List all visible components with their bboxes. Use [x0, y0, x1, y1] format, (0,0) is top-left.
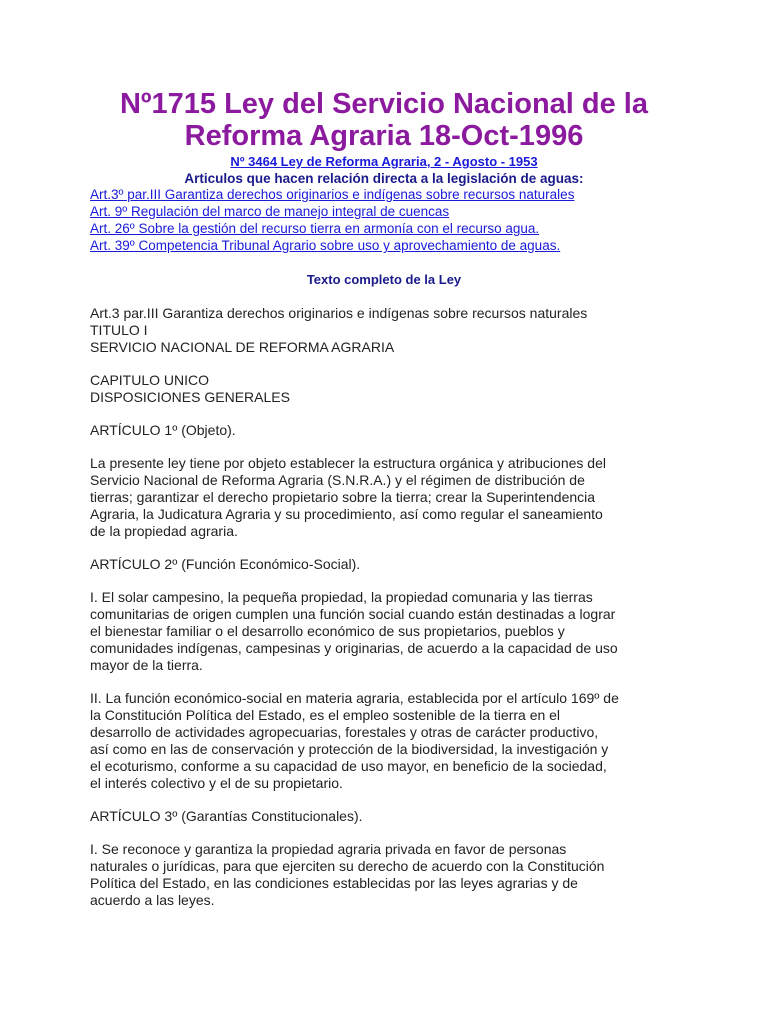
article-3-p1-line: Política del Estado, en las condiciones establecidas por las leyes agrarias y de	[90, 875, 578, 891]
article-3-p1-line: naturales o jurídicas, para que ejerciten su derecho de acuerdo con la Constitución	[90, 858, 605, 874]
article-1-line: Agraria, la Judicatura Agraria y su procedimiento, así como regular el saneamiento	[90, 506, 603, 522]
article-2-p1-line: el bienestar familiar o el desarrollo económico de sus propietarios, pueblos y	[90, 623, 565, 639]
article-2-p1-line: comunidades indígenas, campesinas y originarias, de acuerdo a la capacidad de uso	[90, 640, 618, 656]
article-1-line: tierras; garantizar el derecho propietario sobre la tierra; crear la Superintendencia	[90, 489, 596, 505]
article-link-9[interactable]: Art. 9º Regulación del marco de manejo integral de cuencas	[90, 204, 450, 219]
article-1-heading: ARTÍCULO 1º (Objeto).	[90, 422, 236, 438]
intro-text: Art.3 par.III Garantiza derechos originarios e indígenas sobre recursos naturales	[90, 305, 588, 321]
article-2-p1-line: I. El solar campesino, la pequeña propiedad, la propiedad comunaria y las tierras	[90, 589, 593, 605]
article-2-p2-line: el ecoturismo, conforme a su capacidad de uso mayor, en beneficio de la sociedad,	[90, 758, 607, 774]
article-2-p2-line: el interés colectivo y el de su propietario.	[90, 775, 343, 791]
related-law-link[interactable]: Nº 3464 Ley de Reforma Agraria, 2 - Agosto - 1953	[230, 154, 538, 169]
article-link-39[interactable]: Art. 39º Competencia Tribunal Agrario sobre uso y aprovechamiento de aguas.	[90, 238, 561, 253]
article-3-p1-line: I. Se reconoce y garantiza la propiedad agraria privada en favor de personas	[90, 841, 567, 857]
capitulo-name: DISPOSICIONES GENERALES	[90, 389, 290, 405]
article-2-p1-line: comunitarias de origen cumplen una función social cuando están destinadas a lograr	[90, 606, 616, 622]
titulo-label: TITULO I	[90, 322, 148, 338]
article-2-p2-line: II. La función económico-social en materia agraria, establecida por el artículo 169º de	[90, 690, 619, 706]
article-3-p1-line: acuerdo a las leyes.	[90, 892, 215, 908]
article-2-p2-line: la Constitución Política del Estado, es el empleo sostenible de la tierra en el	[90, 707, 561, 723]
full-text-heading: Texto completo de la Ley	[306, 272, 462, 287]
article-1-line: Servicio Nacional de Reforma Agraria (S.N.R.A.) y el régimen de distribución de	[90, 472, 585, 488]
article-2-p1-line: mayor de la tierra.	[90, 657, 203, 673]
article-2-p2-line: así como en las de conservación y protección de la biodiversidad, la investigación y	[90, 741, 609, 757]
article-2-heading: ARTÍCULO 2º (Función Económico-Social).	[90, 556, 361, 572]
article-link-3[interactable]: Art.3º par.III Garantiza derechos originarios e indígenas sobre recursos naturales	[90, 187, 575, 202]
article-1-line: de la propiedad agraria.	[90, 523, 238, 539]
titulo-name: SERVICIO NACIONAL DE REFORMA AGRARIA	[90, 339, 395, 355]
article-1-line: La presente ley tiene por objeto establecer la estructura orgánica y atribuciones del	[90, 455, 606, 471]
article-2-p2-line: desarrollo de actividades agropecuarias, forestales y otras de carácter productivo,	[90, 724, 599, 740]
articles-heading: Articulos que hacen relación directa a la legislación de aguas:	[184, 171, 584, 186]
page-title-line-2: Reforma Agraria 18-Oct-1996	[184, 120, 584, 152]
article-link-26[interactable]: Art. 26º Sobre la gestión del recurso tierra en armonía con el recurso agua.	[90, 221, 540, 236]
capitulo-label: CAPITULO UNICO	[90, 372, 210, 388]
page-title-line-1: Nº1715 Ley del Servicio Nacional de la	[119, 88, 648, 120]
article-3-heading: ARTÍCULO 3º (Garantías Constitucionales).	[90, 808, 363, 824]
